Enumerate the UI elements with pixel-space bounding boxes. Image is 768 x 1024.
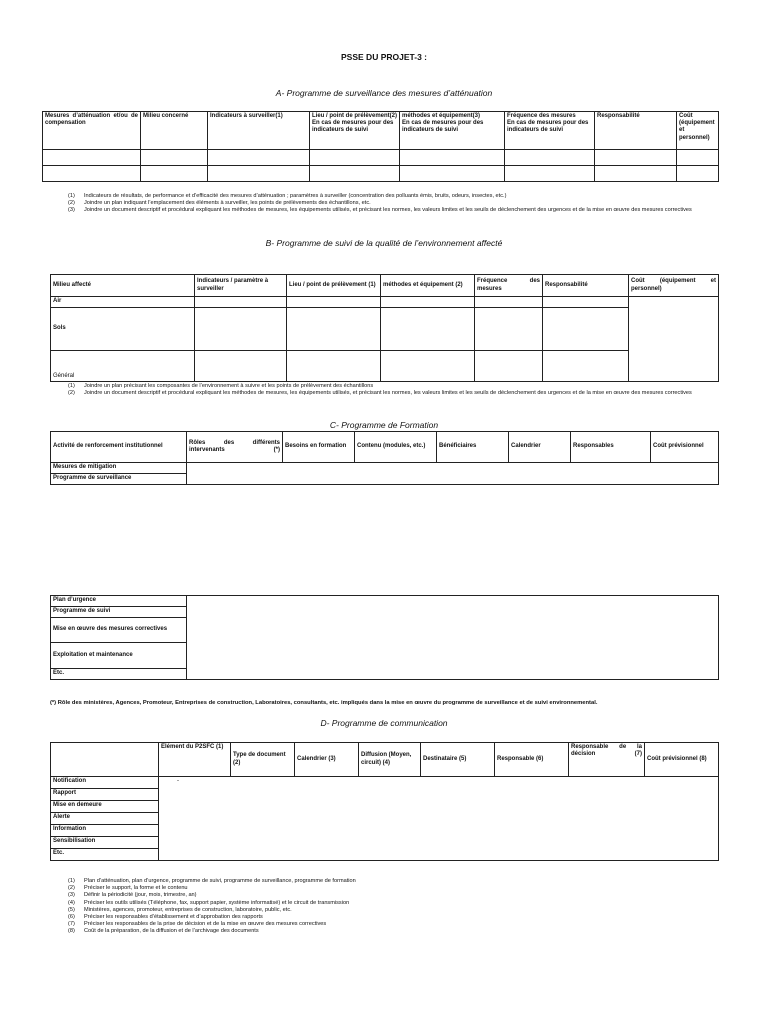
- section-d-heading: D- Programme de communication: [320, 718, 448, 728]
- row-label-mise-en-oeuvre: Mise en œuvre des mesures correctives: [51, 618, 187, 643]
- row-label-plan-urgence: Plan d’urgence: [51, 596, 187, 607]
- header-beneficiaires: Bénéficiaires: [437, 432, 509, 463]
- section-c-footnote: (*) Rôle des ministères, Agences, Promoteur, Entreprises de construction, Laboratoires, consultants, etc. impliqués dans la mise en œuvre du programme de surveillance et de suivi environnemental.: [50, 700, 598, 706]
- row-label-etc: Etc.: [51, 849, 159, 861]
- training-table-bottom: [50, 595, 719, 680]
- header-besoins-formation: Besoins en formation: [283, 432, 355, 463]
- header-contenu: Contenu (modules, etc.): [355, 432, 437, 463]
- section-b-heading: B- Programme de suivi de la qualité de l’environnement affecté: [265, 238, 503, 248]
- note-item: (5) Ministères, agences, promoteur, entreprises de construction, laboratoire, public, etc.: [68, 906, 292, 913]
- section-b-notes: [68, 383, 718, 397]
- row-label-exploitation: Exploitation et maintenance: [51, 643, 187, 669]
- note-item: (4) Préciser les outils utilisés (Téléphone, fax, support papier, système informatisé) et le circuit de transmission: [68, 899, 350, 906]
- training-table-top: [50, 431, 719, 485]
- header-element-p2sfc: Elément du P2SFC (1): [159, 743, 231, 777]
- row-label-information: Information: [51, 825, 159, 837]
- note-item: (6) Préciser les responsables d’établissement et d’approbation des rapports: [68, 914, 263, 921]
- row-label-alerte: Alerte: [51, 813, 159, 825]
- header-lieu-point: Lieu / point de prélèvement (1): [287, 275, 381, 297]
- header-frequence: Fréquence des mesures En cas de mesures pour des indicateurs de suivi: [505, 112, 595, 150]
- note-item: (3) Définir la périodicité (jour, mois, trimestre, an): [68, 892, 197, 899]
- header-milieu-affecte: Milieu affecté: [51, 275, 195, 297]
- header-cout: Coût (équipement et personnel): [677, 112, 719, 150]
- section-d-notes: [68, 878, 718, 936]
- header-milieu-concerne: Milieu concerné: [141, 112, 208, 150]
- header-roles-intervenants: Rôles des différents intervenants (*): [187, 432, 283, 463]
- row-label-air: Air: [51, 297, 195, 308]
- note-item: (1) Plan d’atténuation, plan d’urgence, programme de suivi, programme de surveillance, programme de formation: [68, 878, 356, 884]
- header-type-document: Type de document (2): [231, 743, 295, 777]
- header-destinataire: Destinataire (5): [421, 743, 495, 777]
- header-activite-renforcement: Activité de renforcement institutionnel: [51, 432, 187, 463]
- header-calendrier: Calendrier (3): [295, 743, 359, 777]
- header-cout-previsionnel: Coût prévisionnel (8): [645, 743, 719, 777]
- header-responsabilite: Responsabilité: [595, 112, 677, 150]
- header-mesures-attenuation: Mesures d’atténuation et/ou de compensation: [43, 112, 141, 150]
- header-responsable: Responsable (6): [495, 743, 569, 777]
- table-row: [43, 166, 719, 182]
- header-responsables: Responsables: [571, 432, 651, 463]
- header-indicateurs: Indicateurs à surveiller(1): [208, 112, 310, 150]
- communication-table: [50, 742, 719, 861]
- note-item: (3) Joindre un document descriptif et procédural expliquant les méthodes de mesures, les équipements utilisés, et précisant les normes, les valeurs limites et les seuils de déclenchement des urgences et de la mise en œuvre des mesures correctives: [68, 207, 692, 214]
- note-item: (8) Coût de la préparation, de la diffusion et de l’archivage des documents: [68, 928, 259, 935]
- environment-quality-table: [50, 274, 719, 382]
- header-responsabilite: Responsabilité: [543, 275, 629, 297]
- row-label-programme-surveillance: Programme de surveillance: [51, 474, 187, 485]
- note-item: (1) Joindre un plan précisant les composantes de l’environnement à suivre et les points de prélèvement des échantillons: [68, 383, 374, 389]
- note-item: (2) Joindre un plan indiquant l’emplacement des éléments à surveiller, les points de prélèvements des échantillons, etc.: [68, 200, 371, 207]
- header-calendrier: Calendrier: [509, 432, 571, 463]
- row-label-rapport: Rapport: [51, 789, 159, 801]
- row-label-mesures-mitigation: Mesures de mitigation: [51, 463, 187, 474]
- section-a-heading: A- Programme de surveillance des mesures d’atténuation: [275, 88, 493, 98]
- header-methodes-equipement: méthodes et équipement(3) En cas de mesures pour des indicateurs de suivi: [400, 112, 505, 150]
- mitigation-monitoring-table: [42, 111, 719, 182]
- header-methodes: méthodes et équipement (2): [381, 275, 475, 297]
- note-item: (2) Préciser le support, la forme et le contenu: [68, 885, 188, 892]
- header-frequence-mesures: Fréquence des mesures: [475, 275, 543, 297]
- row-label-notification: Notification: [51, 777, 159, 789]
- header-cout: Coût (équipement et personnel): [629, 275, 719, 297]
- section-c-heading: C- Programme de Formation: [329, 420, 439, 430]
- row-label-sols: Sols: [51, 308, 195, 351]
- note-item: (7) Préciser les responsables de la prise de décision et de la mise en œuvre des mesures correctives: [68, 921, 327, 928]
- header-lieu-prelevement: Lieu / point de prélèvement(2) En cas de mesures pour des indicateurs de suivi: [310, 112, 400, 150]
- section-a-notes: [68, 193, 718, 215]
- note-item: (2) Joindre un document descriptif et procédural expliquant les méthodes de mesures, les équipements utilisés, et précisant les normes, les valeurs limites et les seuils de déclenchement des urgences et de la mise en œuvre des mesures correctives: [68, 390, 692, 397]
- row-label-general: Général: [51, 351, 195, 382]
- header-cout-previsionnel: Coût prévisionnel: [651, 432, 719, 463]
- note-item: (1) Indicateurs de résultats, de performance et d’efficacité des mesures d’atténuation ; paramètres à surveiller (concentration des polluants émis, bruits, odeurs, insectes, etc.): [68, 193, 507, 199]
- dash-mark: -: [159, 777, 719, 861]
- page-title: PSSE DU PROJET-3 :: [341, 52, 427, 62]
- row-label-sensibilisation: Sensibilisation: [51, 837, 159, 849]
- row-label-etc: Etc.: [51, 669, 187, 680]
- header-responsable-decision: Responsable de la décision (7): [569, 743, 645, 777]
- row-label-programme-suivi: Programme de suivi: [51, 607, 187, 618]
- row-label-mise-en-demeure: Mise en demeure: [51, 801, 159, 813]
- header-diffusion: Diffusion (Moyen, circuit) (4): [359, 743, 421, 777]
- header-indicateurs-parametre: Indicateurs / paramètre à surveiller: [195, 275, 287, 297]
- table-row: [43, 150, 719, 166]
